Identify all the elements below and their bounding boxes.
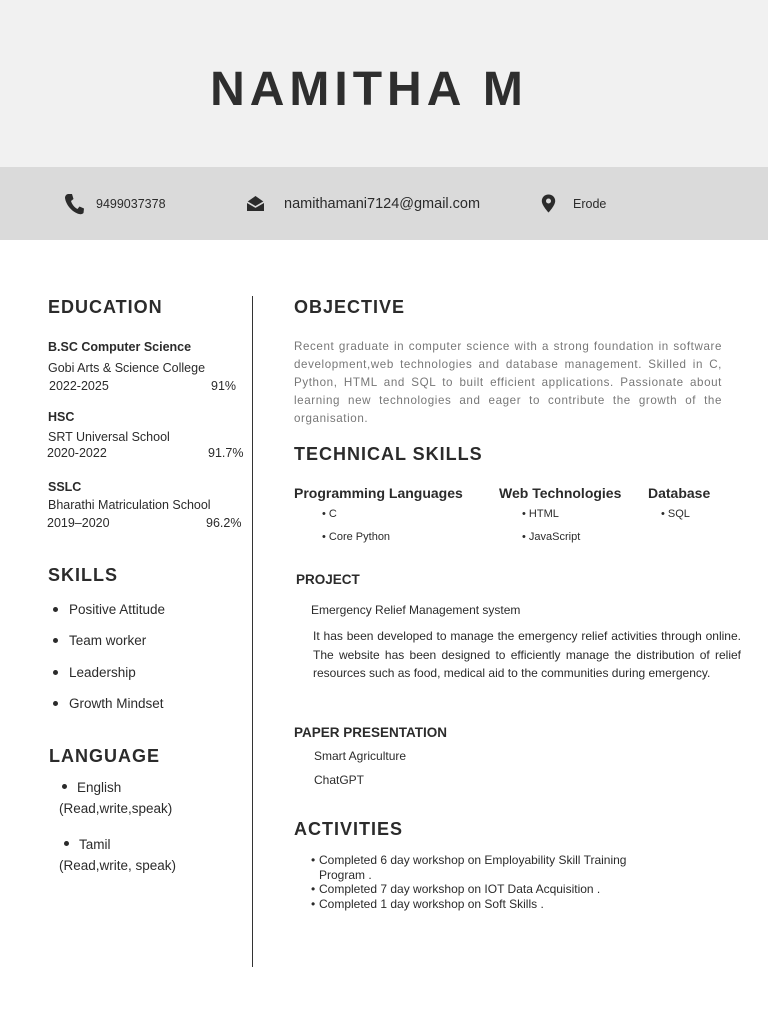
education-score: 91% bbox=[211, 379, 237, 393]
objective-text: Recent graduate in computer science with a strong foundation in software development,web technologies and database management. Skilled in C, Python, HTML and SQL to built efficient applications. Passionate about learning new technologies and eager to contribute the growth of the organisation. bbox=[294, 340, 722, 425]
contact-email bbox=[246, 167, 480, 240]
language-detail: (Read,write, speak) bbox=[59, 858, 177, 873]
education-degree: B.SC Computer Science bbox=[48, 340, 192, 354]
activity-text: Completed 1 day workshop on Soft Skills . bbox=[319, 897, 544, 911]
paper-presentation-heading: PAPER PRESENTATION bbox=[294, 725, 448, 740]
envelope-icon bbox=[246, 195, 265, 212]
education-years: 2022-2025 bbox=[49, 379, 109, 393]
skill-item: • SQL bbox=[661, 508, 690, 520]
skill-label: Growth Mindset bbox=[69, 696, 164, 711]
bullet-icon: • bbox=[311, 882, 316, 896]
education-school: Gobi Arts & Science College bbox=[48, 361, 206, 375]
education-school: Bharathi Matriculation School bbox=[48, 498, 211, 512]
technical-skills-heading: TECHNICAL SKILLS bbox=[294, 444, 483, 464]
bullet-icon: • bbox=[311, 853, 316, 867]
skill-label: Team worker bbox=[69, 633, 147, 648]
objective-heading: OBJECTIVE bbox=[294, 297, 406, 317]
location-text: Erode bbox=[573, 196, 607, 211]
skill-item: • C bbox=[322, 508, 337, 520]
location-pin-icon bbox=[541, 194, 556, 213]
phone-icon bbox=[64, 193, 84, 215]
bullet-icon bbox=[62, 784, 67, 789]
skill-category-heading: Database bbox=[648, 485, 711, 501]
contact-location bbox=[541, 167, 606, 240]
contact-bar bbox=[0, 167, 768, 240]
list-item bbox=[53, 602, 165, 617]
language-detail: (Read,write,speak) bbox=[59, 801, 173, 816]
education-score: 96.2% bbox=[206, 516, 242, 530]
project-name: Emergency Relief Management system bbox=[311, 603, 521, 617]
bullet-icon bbox=[53, 670, 58, 675]
phone-number[interactable]: 9499037378 bbox=[96, 196, 166, 211]
list-item bbox=[53, 665, 136, 680]
education-school: SRT Universal School bbox=[48, 430, 170, 444]
activity-item bbox=[311, 897, 671, 912]
skills-heading: SKILLS bbox=[48, 565, 119, 585]
education-years: 2020-2022 bbox=[47, 446, 107, 460]
column-divider bbox=[252, 296, 253, 967]
skill-category-heading: Web Technologies bbox=[499, 485, 622, 501]
language-label: Tamil bbox=[79, 837, 111, 852]
bullet-icon bbox=[64, 841, 69, 846]
skill-item: • Core Python bbox=[322, 531, 391, 543]
education-years: 2019–2020 bbox=[47, 516, 110, 530]
project-heading: PROJECT bbox=[296, 572, 360, 587]
bullet-icon bbox=[53, 607, 58, 612]
project-description: It has been developed to manage the emergency relief activities through online. The website has been designed to efficiently manage the distribution of relief resources such as food, medical aid to the communities during emergency. bbox=[313, 629, 741, 680]
language-name bbox=[64, 837, 111, 852]
list-item bbox=[53, 696, 164, 711]
education-degree: HSC bbox=[48, 410, 75, 424]
skill-item: • HTML bbox=[522, 508, 559, 520]
education-score: 91.7% bbox=[208, 446, 244, 460]
education-degree: SSLC bbox=[48, 480, 82, 494]
paper-item: ChatGPT bbox=[314, 773, 365, 787]
contact-phone bbox=[64, 167, 166, 240]
bullet-icon bbox=[53, 638, 58, 643]
header-band bbox=[0, 0, 768, 167]
activity-text: Completed 7 day workshop on IOT Data Acquisition . bbox=[319, 882, 601, 896]
list-item bbox=[53, 633, 146, 648]
activity-item bbox=[311, 853, 671, 882]
paper-item: Smart Agriculture bbox=[314, 749, 407, 763]
skill-category-heading: Programming Languages bbox=[294, 485, 463, 501]
email-address[interactable]: namithamani7124@gmail.com bbox=[284, 195, 481, 212]
skill-label: Leadership bbox=[69, 665, 136, 680]
language-heading: LANGUAGE bbox=[49, 746, 160, 766]
language-label: English bbox=[77, 780, 122, 795]
language-name bbox=[62, 780, 121, 795]
skill-label: Positive Attitude bbox=[69, 602, 166, 617]
bullet-icon bbox=[53, 701, 58, 706]
activity-text: Completed 6 day workshop on Employability Skill Training bbox=[319, 853, 627, 867]
resume-name: NAMITHA M bbox=[210, 63, 528, 116]
bullet-icon: • bbox=[311, 897, 316, 911]
education-heading: EDUCATION bbox=[48, 297, 163, 317]
skill-item: • JavaScript bbox=[522, 531, 581, 543]
activities-heading: ACTIVITIES bbox=[294, 819, 404, 839]
activity-text-continued: Program . bbox=[319, 867, 372, 882]
activity-item bbox=[311, 882, 671, 897]
